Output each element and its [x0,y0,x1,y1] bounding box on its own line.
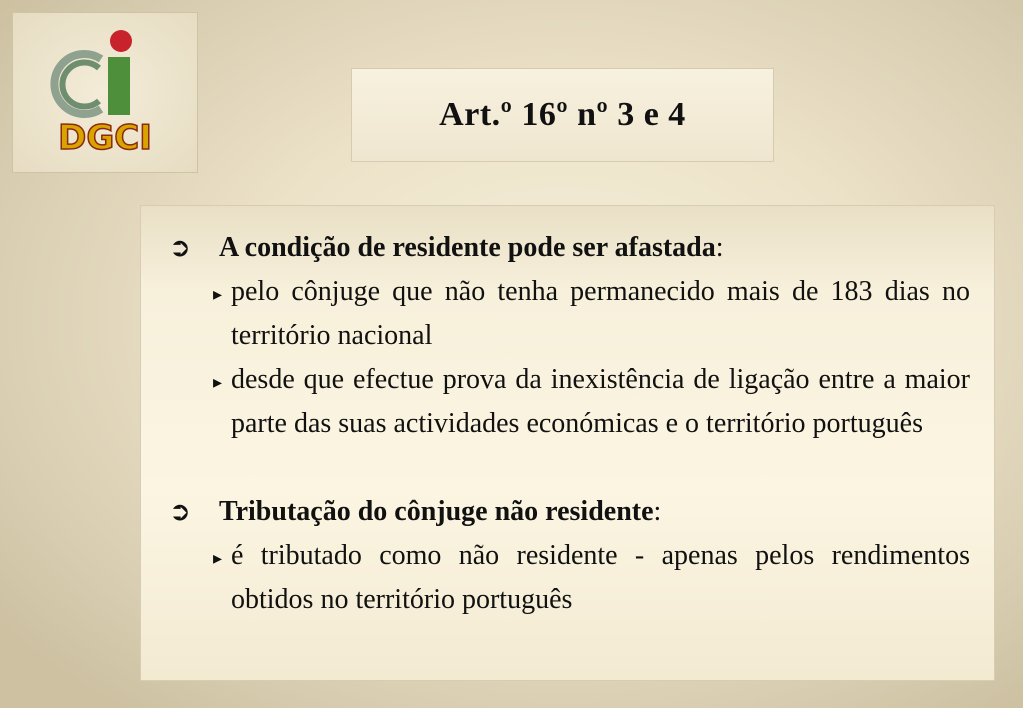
list-item [169,270,970,358]
triangle-bullet-icon: ▸ [213,284,223,304]
list-item [169,358,970,446]
arrow-bullet-icon: ➲ [169,497,191,526]
dgci-logo [12,12,198,173]
section-heading-text: A condição de residente pode ser afastada [219,232,716,263]
section-heading: ➲ Tributação do cônjuge não residente: [169,490,970,534]
arrow-bullet-icon: ➲ [169,233,191,262]
slide-title-box [351,68,774,162]
triangle-bullet-icon: ▸ [213,548,223,568]
content-box [140,205,995,681]
section-heading-text: Tributação do cônjuge não residente [219,496,654,527]
list-item-text: pelo cônjuge que não tenha permanecido mais de 183 dias no território nacional [231,276,970,351]
logo-text: DGCI [58,118,152,158]
slide-title: Art.º 16º nº 3 e 4 [439,96,686,133]
section-heading: ➲ A condição de residente pode ser afastada: [169,226,970,270]
list-item [169,534,970,622]
triangle-bullet-icon: ▸ [213,372,223,392]
dgci-logo-icon [13,13,199,174]
list-item-text: desde que efectue prova da inexistência de ligação entre a maior parte das suas actividades económicas e o território português [231,364,970,439]
list-item-text: é tributado como não residente - apenas pelos rendimentos obtidos no território português [231,540,970,615]
